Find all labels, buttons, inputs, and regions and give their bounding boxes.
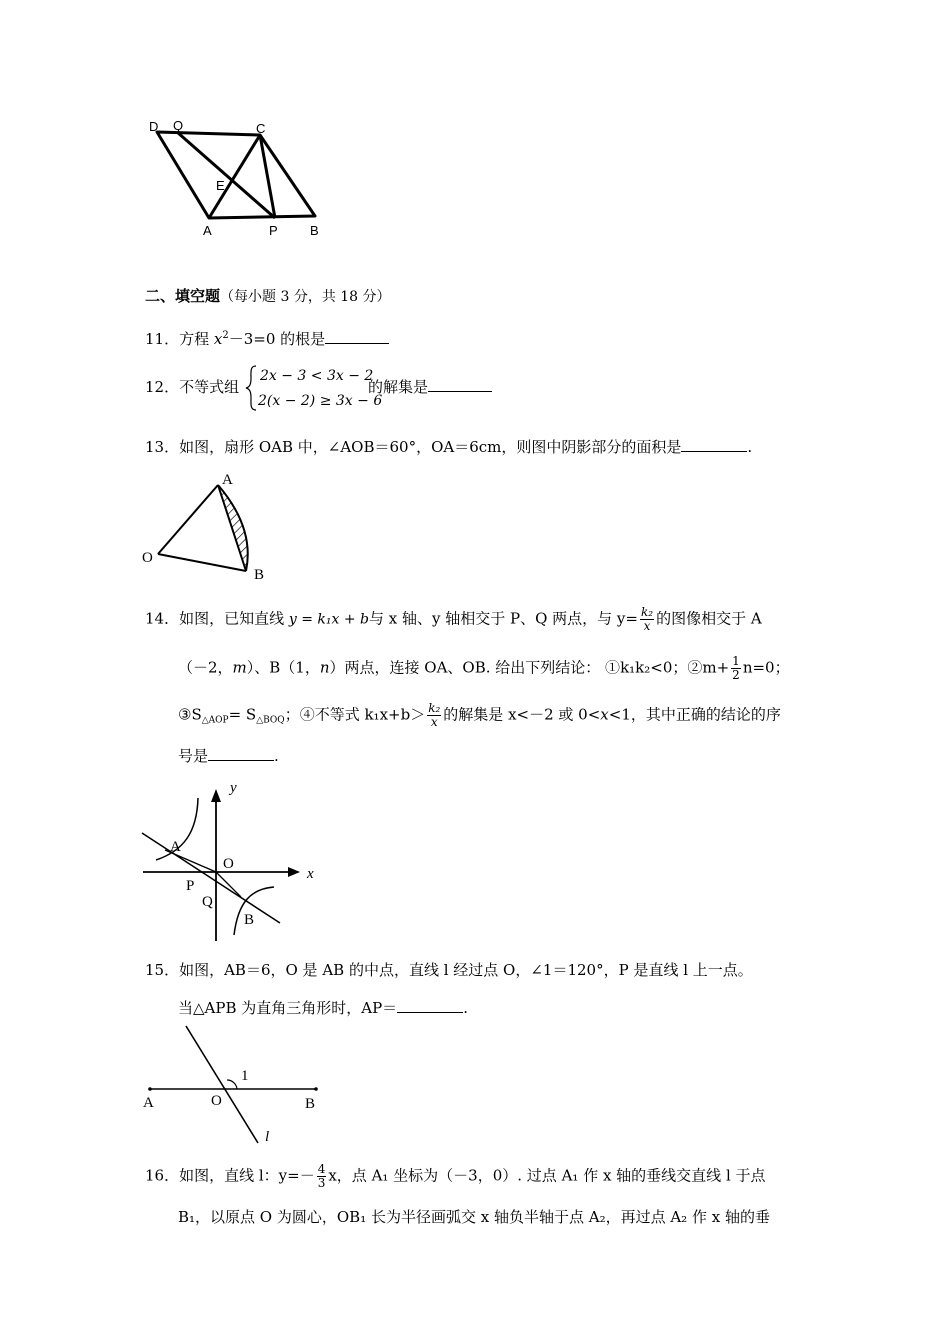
q16-l2: B₁，以原点 O 为圆心，OB₁ 长为半径画弧交 x 轴负半轴于点 A₂，再过点 A₂ 作 x 轴的垂	[178, 1208, 770, 1226]
radius-ob	[158, 554, 246, 571]
q14-l2-b: ）、B（1，	[246, 658, 320, 677]
q14-end: .	[274, 747, 279, 765]
label-b: B	[244, 912, 255, 928]
label-a: A	[203, 223, 212, 238]
label-l: l	[265, 1129, 270, 1145]
q14-fraction	[640, 606, 654, 633]
q15-l2: 当△APB 为直角三角形时，AP＝	[178, 999, 398, 1017]
parallelogram-figure	[140, 115, 340, 240]
label-x: x	[307, 866, 314, 882]
q13-answer-blank[interactable]	[681, 437, 747, 452]
label-o: O	[142, 550, 153, 566]
q14-l3-e: 的解集是 x<－2 或 0<	[443, 705, 601, 724]
q14-l1-b: 与 x 轴、y 轴相交于 P、Q 两点，与 y=	[369, 609, 638, 628]
q14-l4: 号是	[178, 747, 209, 765]
section-heading	[145, 286, 391, 307]
q14-number: 14．	[145, 609, 180, 628]
question-15-line2	[178, 998, 468, 1018]
label-a: A	[143, 1095, 154, 1111]
label-angle-1: 1	[241, 1068, 249, 1084]
q11-answer-blank[interactable]	[325, 329, 389, 344]
sector-figure	[138, 468, 278, 586]
label-b: B	[305, 1096, 316, 1112]
q13-end: .	[747, 438, 753, 456]
q11-sup: 2	[222, 330, 229, 341]
label-b: B	[310, 223, 319, 238]
angle-1-arc	[227, 1080, 237, 1089]
point-a	[148, 1087, 152, 1091]
question-14-line4	[178, 746, 279, 766]
q15-number: 15．	[145, 961, 180, 979]
x-axis-arrow-icon	[288, 867, 300, 877]
y-axis-arrow-icon	[211, 789, 221, 802]
q12-text-b: 的解集是	[368, 378, 429, 396]
question-13	[145, 437, 752, 457]
label-y: y	[230, 780, 237, 796]
q14-l3-f: x	[600, 705, 609, 724]
q14-l1-a: 如图，已知直线	[179, 609, 289, 628]
q14-frac-den: x	[643, 619, 651, 633]
label-q: Q	[173, 118, 184, 133]
q11-text-a: 方程	[179, 330, 214, 348]
q16-frac-den: 3	[317, 1176, 326, 1190]
label-d: D	[149, 119, 159, 134]
q14-half-den: 2	[732, 668, 740, 682]
q12-line2: 2(x − 2) ≥ 3x − 6	[258, 393, 383, 409]
question-12	[145, 377, 239, 397]
line-l	[186, 1026, 258, 1143]
label-o: O	[223, 856, 234, 872]
q12-text-a: 不等式组	[179, 378, 240, 396]
question-11	[145, 326, 389, 349]
q16-l1-b: x，点 A₁ 坐标为（－3，0）. 过点 A₁ 作 x 轴的垂线交直线 l 于点	[328, 1166, 766, 1185]
q12-answer-blank[interactable]	[428, 377, 492, 392]
q13-number: 13．	[145, 438, 180, 456]
q14-l3-sub2: △BOQ	[256, 715, 285, 726]
q14-l2-d: k₁k₂<0；②m+	[620, 658, 730, 677]
q16-frac-num: 4	[317, 1162, 326, 1176]
q14-fraction-2	[427, 702, 441, 729]
q12-tail	[368, 377, 492, 397]
label-p: P	[269, 223, 278, 238]
q12-number: 12．	[145, 378, 180, 396]
q15-l1: 如图，AB＝6，O 是 AB 的中点，直线 l 经过点 O，∠1＝120°，P 是直线 l 上一点。	[179, 961, 753, 979]
q13-text: 如图，扇形 OAB 中，∠AOB＝60°，OA＝6cm，则图中阴影部分的面积是	[179, 438, 682, 456]
question-14-line1	[145, 606, 762, 633]
label-p: P	[186, 878, 195, 894]
q14-l2-m: m	[232, 658, 247, 677]
q15-answer-blank[interactable]	[397, 998, 463, 1013]
label-a: A	[222, 472, 233, 488]
q14-l2-c: ）两点，连接 OA、OB. 给出下列结论： ①	[329, 658, 621, 677]
q14-l3-g: <1，其中正确的结论的序	[608, 705, 781, 724]
section-note: （每小题 3 分，共 18 分）	[220, 289, 391, 305]
q14-frac2-den: x	[430, 715, 438, 729]
coordinate-figure	[138, 775, 328, 947]
q15-end: .	[463, 999, 468, 1017]
q14-line-equation: y = k₁x + b	[288, 611, 369, 628]
q14-half	[731, 655, 741, 682]
q14-frac-num: k₂	[640, 605, 654, 619]
question-16-line1	[145, 1163, 766, 1190]
label-e: E	[216, 178, 225, 193]
q16-number: 16．	[145, 1166, 180, 1185]
q14-l3-sub1: △AOP	[201, 715, 229, 726]
q14-l3-d: k₁x+b＞	[364, 705, 426, 724]
q12-line1: 2x − 3 < 3x − 2	[260, 368, 374, 384]
label-b: B	[254, 567, 265, 583]
q16-fraction	[317, 1163, 327, 1190]
line-angle-figure	[138, 1020, 328, 1150]
question-16-line2	[178, 1207, 770, 1227]
q11-var: x	[213, 330, 223, 348]
q16-l1-a: 如图，直线 l：y=－	[179, 1166, 315, 1185]
q14-half-num: 1	[732, 654, 740, 668]
question-15-line1	[145, 960, 753, 980]
q14-l2-e: n=0；	[742, 658, 790, 677]
q11-number: 11．	[145, 330, 180, 348]
q14-answer-blank[interactable]	[208, 746, 274, 761]
question-14-line2	[178, 655, 790, 682]
section-title: 二、填空题	[145, 287, 221, 305]
radius-oa	[158, 485, 218, 554]
label-o: O	[211, 1093, 222, 1109]
brace-icon	[244, 364, 258, 412]
q14-l2-a: （－2，	[178, 658, 233, 677]
q14-l3-b: = S	[228, 705, 257, 724]
label-a: A	[170, 839, 181, 855]
point-b	[314, 1087, 318, 1091]
q11-text-b: －3=0 的根是	[228, 330, 326, 348]
q14-l1-c: 的图像相交于 A	[656, 609, 762, 628]
label-c: C	[256, 121, 266, 136]
label-q: Q	[202, 894, 213, 910]
question-14-line3	[178, 702, 781, 731]
segment-ac	[209, 135, 260, 218]
q14-l2-n: n	[319, 658, 330, 677]
q14-frac2-num: k₂	[428, 701, 441, 715]
q14-l3-a: ③S	[178, 705, 202, 724]
q14-l3-c: ；④不等式	[284, 705, 365, 724]
